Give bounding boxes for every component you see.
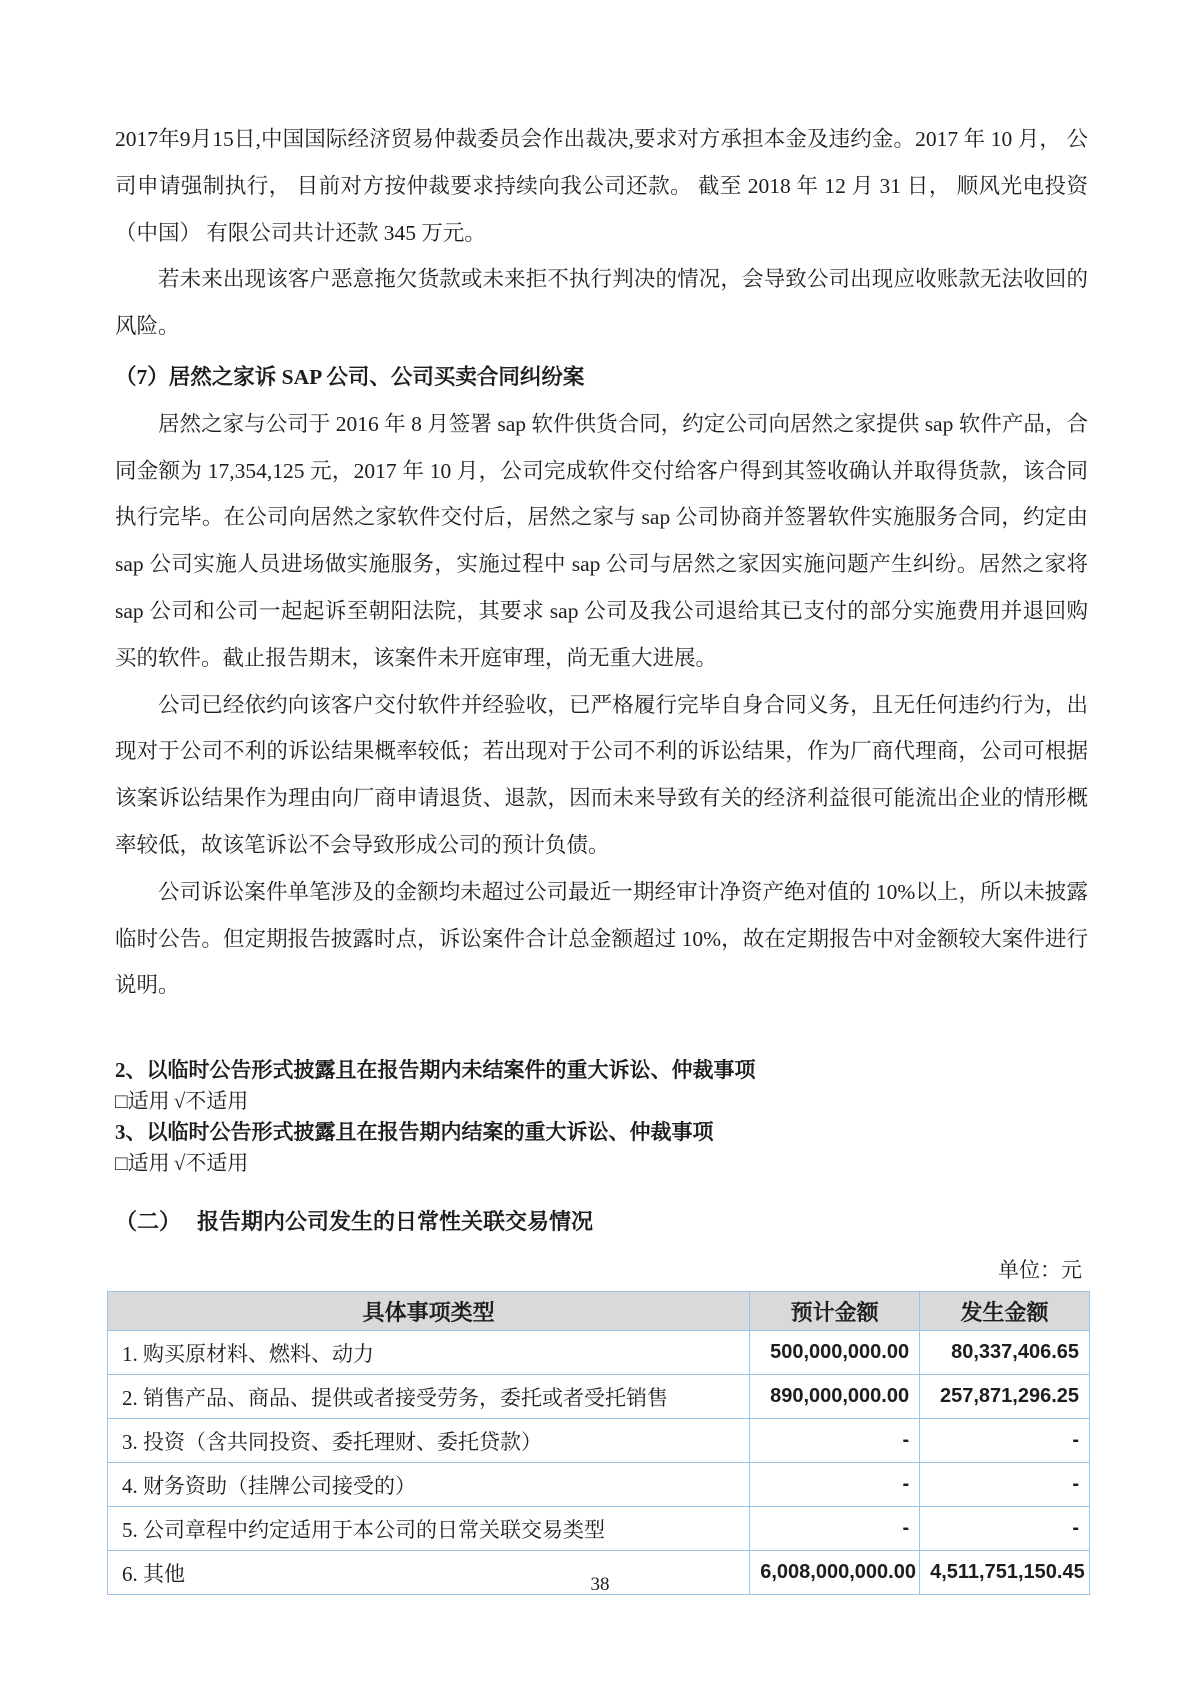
row6-budget: 6,008,000,000.00	[750, 1551, 920, 1595]
table-unit-label: 单位：元	[998, 1258, 1082, 1283]
row3-budget: -	[750, 1419, 920, 1463]
paragraph-risk-note: 若未来出现该客户恶意拖欠货款或未来拒不执行判决的情况，会导致公司出现应收账款无法收回的风险。	[115, 267, 1088, 339]
row1-item: 1. 购买原材料、燃料、动力	[108, 1331, 750, 1375]
row1-budget: 500,000,000.00	[750, 1331, 920, 1375]
row4-budget: -	[750, 1463, 920, 1507]
table-row	[108, 1507, 1090, 1551]
row4-item: 4. 财务资助（挂牌公司接受的）	[108, 1463, 750, 1507]
paragraph-case7-assessment: 公司已经依约向该客户交付软件并经验收，已严格履行完毕自身合同义务，且无任何违约行为，出现对于公司不利的诉讼结果概率较低；若出现对于公司不利的诉讼结果，作为厂商代理商，公司可根据该案诉讼结果作为理由向厂商申请退货、退款，因而未来导致有关的经济利益很可能流出企业的情形概率较低，故该笔诉讼不会导致形成公司的预计负债。	[115, 692, 1088, 857]
row2-budget: 890,000,000.00	[750, 1375, 920, 1419]
paragraph-case7-background: 居然之家与公司于 2016 年 8 月签署 sap 软件供货合同，约定公司向居然之家提供 sap 软件产品，合同金额为 17,354,125 元，2017 年 10 月，公司完成软件交付给客户得到其签收确认并取得货款，该合同执行完毕。在公司向居然之家软件交付后，居然之家与 sap 公司协商并签署软件实施服务合同，约定由 sap 公司实施人员进场做实施服务，实施过程中 sap 公司与居然之家因实施问题产生纠纷。居然之家将 sap 公司和公司一起起诉至朝阳法院，其要求 sap 公司及我公司退给其已支付的部分实施费用并退回购买的软件。截止报告期末，该案件未开庭审理，尚无重大进展。	[115, 411, 1088, 670]
item2-applicable-option: □适用	[115, 1089, 170, 1114]
row6-actual: 4,511,751,150.45	[920, 1551, 1090, 1595]
header-budget-amount: 预计金额	[750, 1292, 920, 1331]
row5-actual: -	[920, 1507, 1090, 1551]
table-row	[108, 1375, 1090, 1419]
table-row	[108, 1419, 1090, 1463]
paragraph-arbitration-result: 2017年9月15日,中国国际经济贸易仲裁委员会作出裁决,要求对方承担本金及违约金。2017 年 10 月， 公司申请强制执行， 目前对方按仲裁要求持续向我公司还款。 截至 2018 年 12 月 31 日， 顺风光电投资 （中国） 有限公司共计还款 345 万元。	[115, 127, 1088, 245]
row3-item: 3. 投资（含共同投资、委托理财、委托贷款）	[108, 1419, 750, 1463]
row4-actual: -	[920, 1463, 1090, 1507]
case7-heading: （7）居然之家诉 SAP 公司、公司买卖合同纠纷案	[115, 364, 585, 389]
item2-not-applicable-option: √不适用	[173, 1089, 249, 1114]
item3-not-applicable-option: √不适用	[173, 1151, 249, 1176]
litigation-items-block	[115, 1055, 1088, 1179]
header-actual-amount: 发生金额	[920, 1292, 1090, 1331]
header-item-type: 具体事项类型	[108, 1292, 750, 1331]
row6-item: 6. 其他	[108, 1551, 750, 1595]
table-header-row	[108, 1292, 1090, 1331]
item3-heading: 3、以临时公告形式披露且在报告期内结案的重大诉讼、仲裁事项	[115, 1120, 714, 1145]
item3-applicability-line	[115, 1148, 1088, 1179]
item3-applicable-option: □适用	[115, 1151, 170, 1176]
row1-actual: 80,337,406.65	[920, 1331, 1090, 1375]
section2-heading	[115, 1205, 1088, 1239]
row3-actual: -	[920, 1419, 1090, 1463]
section2-number: （二）	[115, 1209, 182, 1235]
item2-heading: 2、以临时公告形式披露且在报告期内未结案件的重大诉讼、仲裁事项	[115, 1058, 756, 1083]
row5-budget: -	[750, 1507, 920, 1551]
table-row	[108, 1463, 1090, 1507]
row2-item: 2. 销售产品、商品、提供或者接受劳务，委托或者受托销售	[108, 1375, 750, 1419]
related-transactions-table	[107, 1291, 1090, 1595]
paragraph-disclosure-note: 公司诉讼案件单笔涉及的金额均未超过公司最近一期经审计净资产绝对值的 10%以上，所以未披露临时公告。但定期报告披露时点，诉讼案件合计总金额超过 10%，故在定期报告中对金额较大案件进行说明。	[115, 879, 1088, 998]
row2-actual: 257,871,296.25	[920, 1375, 1090, 1419]
content-area	[115, 116, 1088, 1595]
item2-applicability-line	[115, 1086, 1088, 1117]
row5-item: 5. 公司章程中约定适用于本公司的日常关联交易类型	[108, 1507, 750, 1551]
page-number: 38	[590, 1574, 610, 1595]
section2-title: 报告期内公司发生的日常性关联交易情况	[197, 1209, 594, 1235]
table-row	[108, 1331, 1090, 1375]
